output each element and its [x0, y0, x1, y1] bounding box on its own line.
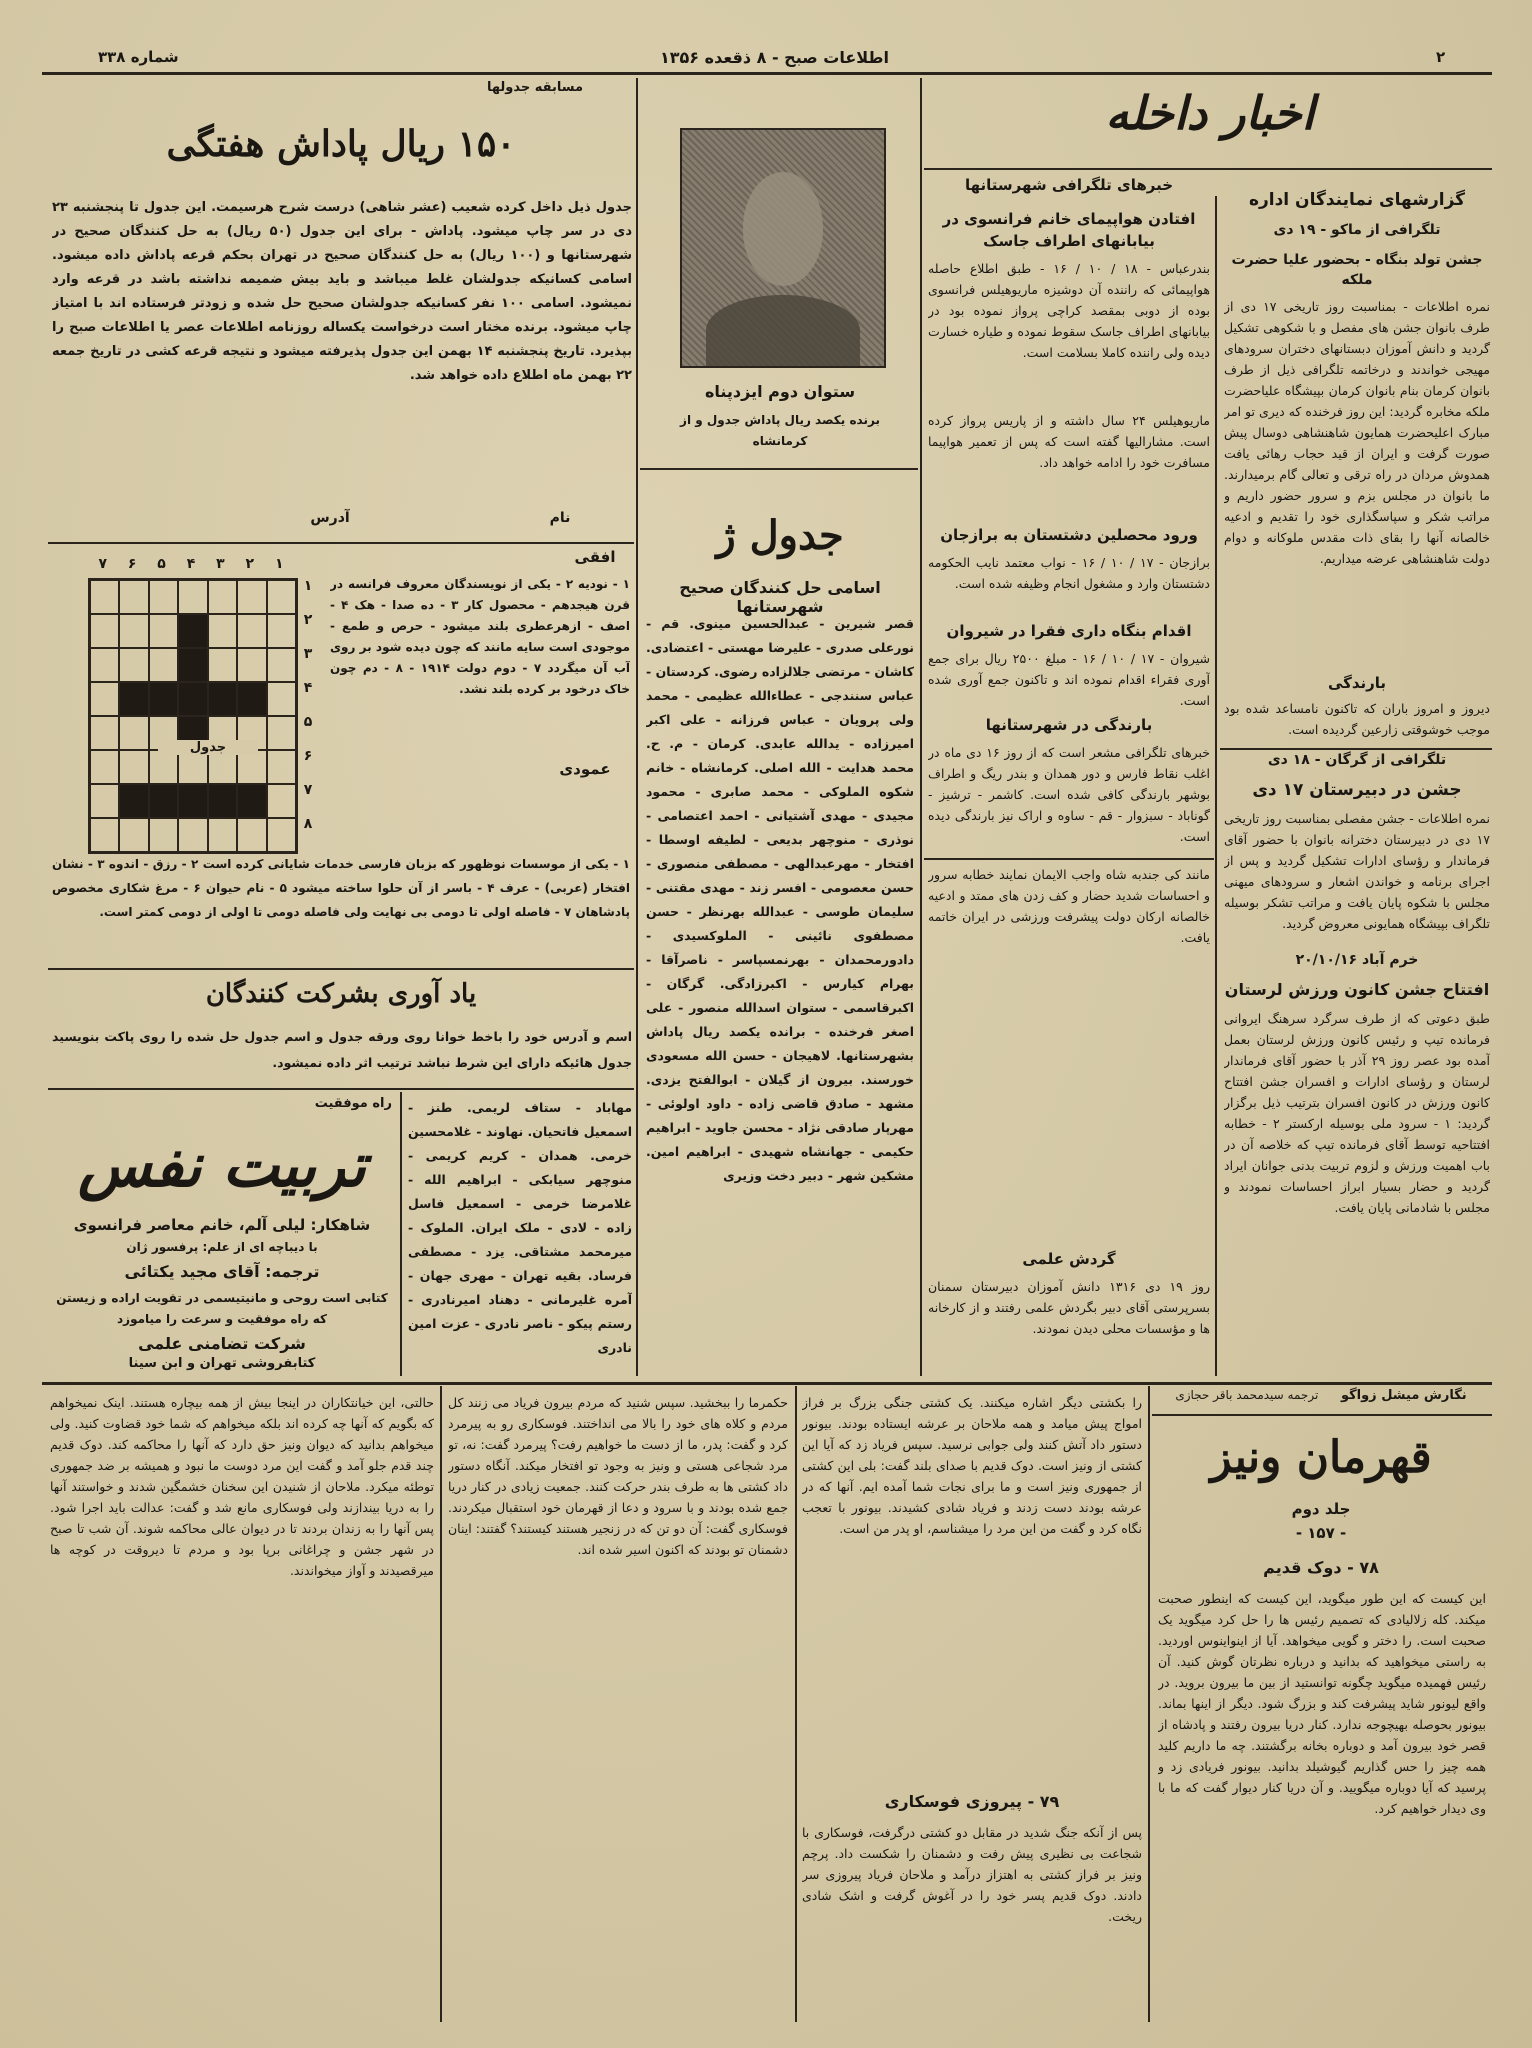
col-rule-3 [636, 78, 638, 1376]
row-number: ۴ [303, 680, 313, 696]
row-number: ۸ [303, 816, 313, 832]
ad-tag: راه موفقیت [314, 1096, 392, 1111]
ad-author: شاهکار: لیلی آلم، خانم معاصر فرانسوی [73, 1216, 371, 1234]
telegraph-a2-head: ورود محصلین دشتستان به برازجان [940, 526, 1198, 544]
vertical-clues: ۱ - یکی از موسسات نوظهور که بزبان فارسی خدمات شایانی کرده است ۲ - رزق - اندوه ۳ - نشان افتخار (عربی) - عرف ۴ - باسر از آن حلوا ساخته میشود ۵ - نام حیوان ۶ - مرغ شکاری مخصوص پادشاهان ۷ - فاصله اولی تا دومی بی نهایت ولی فاصله دومی تا اولی از دومی کمتر است. [52, 857, 630, 919]
telegraph-a1-head: افتادن هواپیمای خانم فرانسوی در بیابانهای اطراف جاسک [942, 210, 1196, 250]
telegraph-a4-body: خبرهای تلگرافی مشعر است که از روز ۱۶ دی ماه در اغلب نقاط فارس و دور همدان و بندر ریگ و اطراف بوشهر بارندگی کافی شده است. کاشمر - ترشیز - گوناباد - سبزوار - قم - ساوه و اراک نیز بارندگی دیده است. [928, 745, 1210, 844]
col-number: ۱ [274, 556, 284, 572]
contest-rule [48, 542, 634, 544]
serial-byline-rule [1152, 1414, 1492, 1416]
page-number: ۲ [1436, 48, 1446, 66]
telegraph-head: خبرهای تلگرافی شهرستانها [964, 176, 1174, 194]
domestic-rule [924, 168, 1492, 170]
tel-zarghan: تلگرافی از گرگان - ۱۸ دی [1267, 752, 1447, 768]
serial-col2b: پس از آنکه جنگ شدید در مقابل دو کشتی درگرفت، فوسکاری با شجاعت بی نظیری پیش رفت و دشمنان را شکست داد. پرچم ونیز بر فراز کشتی به اهتزاز درآمد و ملاحان فریاد پیروزی سر دادند. دوک قدیم پسر خود را در آغوش گرفت و اشک شادی ریخت. [802, 1825, 1142, 1924]
table-title: جدول ژ [716, 512, 844, 559]
serial-col4: حالتی، این خیانتکاران در اینجا بیش از همه بیچاره هستند. اینک نمیخواهم که بگویم که آنها چه کرده اند بلکه میخواهم که شما خود قضاوت کنید. ولی میخواهم بدانید که دیوان ونیز حق دارد که آنها را محاکمه کند. دوک قدیم چند قدم جلو آمد و گفت این مرد دوست ما نبود و همیشه بر ضد جمهوری توطئه میکرد. ملاحان از شنیدن این سخنان خشمگین شدند و خواستند آنها را به دریا بیندازند ولی فوسکاری مانع شد و گفت: عدالت باید اجرا شود. پس آنها را به زندان بردند تا در دیوان عالی محاکمه شوند. آن شب تا صبح در شهر جشن و چراغانی برپا بود و مردم تا دیروقت در کوچه ها میرقصیدند و آواز میخواندند. [50, 1395, 434, 1578]
reports-head: گزارشهای نمایندگان اداره [1248, 190, 1466, 210]
ad-publisher: شرکت تضامنی علمی [138, 1334, 306, 1353]
serial-rule-1 [1148, 1386, 1150, 2022]
article3-head: افتتاح جشن کانون ورزش لرستان [1224, 980, 1490, 999]
ad-desc: کتابی است روحی و مانیتیسمی در تقویت اراده و زیستن که راه موفقیت و سرعت را میاموزد [56, 1291, 388, 1326]
rule-zarghan [1220, 748, 1492, 750]
rain-head: بارندگی [1327, 674, 1387, 692]
row-number: ۱ [303, 578, 313, 594]
masthead-date: اطلاعات صبح - ۸ ذقعده ۱۳۵۶ [660, 48, 889, 67]
winner-shoulders [706, 295, 860, 366]
winner-list: قصر شیرین - عبدالحسین مینوی. قم - نورعلی صدری - علیرضا مهستی - اعتضادی. کاشان - مرتضی جلالزاده رضوی. کردستان - عباس سنندجی - عطاءالله عظیمی - محمد ولی پرویان - عباس فرزانه - علی اکبر امیرزاده - یدالله عابدی. کرمان - م. ح. محمد هدایت - الله اصلی. کرمانشاه - خانم شکوه الملوکی - محمد صابری - محمود مجیدی - مهدی آشتیانی - احمد اعتصامی - نوذری - منوچهر بدیعی - لطیفه اوسطا - افتخار - مهرعبدالهی - مصطفی منصوری - حسن معصومی - افسر زند - مهدی مقتنی - سلیمان طوسی - عبدالله بهرنظر - حسن مصطفوی نائینی - الملوکسیدی - دادورمحمدان - بهرنمسپاسر - ناصرآقا - بهرام کیارس - اکبرزادگی. گرگان - اکبرقاسمی - ستوان اسدالله منصور - علی اصغر فرخنده - برانده یکصد ریال پاداش بشهرستانها. لاهیجان - حسن الله مسعودی خورسند. بیرون از گیلان - ابوالفتح یزدی. مشهد - صادق قاضی زاده - داود اولوئی - مهرپار صادقی نژاد - محسن جاوید - ابراهیم حکیمی - جهانشاه شهیدی - ابراهیم امین. مشکین شهر - دبیر دخت وزیری [646, 616, 914, 1183]
telegraph-a3-head: اقدام بنگاه داری فقرا در شیروان [946, 622, 1192, 640]
ad-translator: ترجمه: آقای مجید یکتائی [124, 1262, 320, 1281]
col-number: ۴ [186, 556, 196, 572]
second-list-rule [400, 1092, 402, 1376]
prize-title: ۱۵۰ ریال پاداش هفتگی [166, 123, 516, 165]
ad-shops: کتابفروشی تهران و ابن سینا [128, 1356, 316, 1371]
ad-author-sub: با دیباچه ای از علم: پرفسور ژان [126, 1240, 318, 1254]
col-number: ۳ [216, 556, 225, 572]
col-number: ۲ [245, 556, 255, 572]
serial-byline-bar [1156, 1388, 1486, 1403]
article3-body: طبق دعوتی که از طرف سرگرد سرهنگ ایروانی فرمانده تیپ و رئیس کانون ورزش لرستان بعمل آمده بود عصر روز ۲۹ آذر با حضور آقای فرماندار لرستان و رؤسای ادارات و افسران جشن افتتاح کانون ورزش در کانون افسران بترتیب ذیل برگزار گردید: ۱ - سرود ملی بوسیله ارکستر ۲ - خطابه افتتاحیه توسط آقای فرمانده تیپ که خلاصه آن در باب اهمیت ورزش و لزوم تربیت بدنی جوانان ایراد گردید و حضار بسیار ابراز احساسات نمودند و مجلس با شادمانی پایان یافت. [1224, 1011, 1490, 1215]
reminder-head: یاد آوری بشرکت کنندگان [205, 979, 477, 1009]
telegraph-a1-cont: ماریوهیلس ۲۴ سال داشته و از پاریس پرواز کرده است. مشارالیها گفته است که پس از تعمیر هواپیما مسافرت خود را ادامه خواهد داد. [928, 413, 1210, 470]
telegraph-a4-head: بارندگی در شهرستانها [985, 716, 1153, 734]
reminder-rule [48, 968, 634, 970]
name-label: نام [549, 510, 571, 526]
serial-translator: ترجمه سیدمحمد باقر حجازی [1175, 1388, 1319, 1402]
col-rule-1 [1215, 196, 1217, 1376]
telegraph-a2-body: برازجان - ۱۷ / ۱۰ / ۱۶ - نواب معتمد نایب الحکومه دشتستان وارد و مشغول انجام وظیفه شده است. [928, 555, 1210, 591]
domestic-title: اخبار داخله [1105, 86, 1315, 140]
serial-part: جلد دوم [1291, 1500, 1351, 1518]
telegraph-a5-body: مانند کی جندبه شاه واجب الایمان نمایند خطابه سرور و احساسات شدید حضار و کف زدن های ممتد و ادعیه خالصانه ارکان دولت پیشرفت ورزشی در ایران خاتمه یافت. [928, 867, 1210, 945]
telegraph-a1-body: بندرعباس - ۱۸ / ۱۰ / ۱۶ - طبق اطلاع حاصله هواپیمائی که راننده آن دوشیزه ماریوهیلس فرانسوی بوده از دوبی بمقصد کراچی پرواز نموده بود در بیابانهای اطراف جاسک سقوط نموده و طیاره خسارت دیده ولی راننده کاملا بسلامت است. [928, 261, 1210, 360]
col-rule-2 [920, 78, 922, 1376]
article2-body: نمره اطلاعات - جشن مفصلی بمناسبت روز تاریخی ۱۷ دی در دبیرستان دخترانه بانوان با حضور آقای فرماندار و رؤسای ادارات تشکیل گردید و پس از اجرای برنامه و خواندن اشعار و سرودهای میهنی مجلس با شکوه پایان یافت و مراتب تشکر بوسیله تلگراف بپیشگاه همایونی معروض گردید. [1224, 811, 1490, 931]
left-mid-rule [48, 1088, 634, 1090]
serial-title: قهرمان ونیز [1210, 1432, 1432, 1483]
contest-title: مسابقه جدولها [486, 80, 584, 95]
tel-mako: تلگرافی از ماکو - ۱۹ دی [1273, 222, 1441, 238]
winner-rule [640, 468, 918, 470]
row-number: ۶ [303, 748, 313, 764]
serial-ch78: ۷۸ - دوک قدیم [1263, 1558, 1379, 1577]
article2-head: جشن در دبیرستان ۱۷ دی [1252, 780, 1462, 800]
serial-byline: نگارش میشل زواگو [1340, 1388, 1467, 1403]
row-number: ۷ [303, 782, 313, 798]
address-label: آدرس [310, 510, 350, 526]
telegraph-a3-body: شیروان - ۱۷ / ۱۰ / ۱۶ - مبلغ ۲۵۰۰ ریال برای جمع آوری فقراء اقدام نموده اند و تاکنون جمع آوری شده است. [928, 651, 1210, 708]
horizontal-head: افقی [574, 548, 616, 566]
col-number: ۷ [98, 556, 107, 572]
serial-rule-3 [440, 1386, 442, 2022]
winner-caption: ستوان دوم ایزدپناه [704, 382, 856, 401]
reminder-body: اسم و آدرس خود را باخط خوانا روی ورقه جدول و اسم جدول حل شده را روی پاکت بنویسید جدول هائیکه دارای این شرط نباشد ترتیب اثر داده نمیشود. [52, 1029, 632, 1070]
ad-title: تربیت نفس [78, 1131, 366, 1201]
rain-body: دیروز و امروز باران که تاکنون نامساعد شده بود موجب خوشوقتی زارعین گردیده است. [1224, 701, 1490, 737]
serial-ch79: ۷۹ - پیروزی فوسکاری [884, 1792, 1060, 1811]
table-sub: اسامی حل کنندگان صحیح شهرستانها [679, 578, 881, 616]
serial-rule-2 [795, 1386, 797, 2022]
horizontal-clues: ۱ - نودیه ۲ - یکی از نویسندگان معروف فرانسه در قرن هیجدهم - محصول کار ۳ - ده صدا - هک ۴ - اصف - ازهرعطری بلند میشود - حرص و طمع - موجودی است سایه مانند که چون دیده شود بر روی آب آن میگردد ۷ - دوم دولت ۱۹۱۴ - ۸ - دم چون خاک درخود بر کرده بلند نشد. [330, 577, 630, 696]
serial-col3: حکمرما را ببخشید. سپس شنید که مردم بیرون فریاد می زنند کل مردم و کلاه های خود را بالا می انداختند. فوسکاری رو به پیرمرد کرد و گفت: پدر، ما از دست ما خواهیم رفت؟ پیرمرد گفت: نه، تو مرد شجاعی هستی و ونیز به وجود تو افتخار میکند. آنگاه دستور داد کشتی ها به طرف بندر حرکت کنند. جمعیت زیادی در کنار دریا جمع شده بودند و با سرود و دعا از قهرمان خود استقبال میکردند. فوسکاری گفت: آن دو تن که در زنجیر هستند کیستند؟ گفتند: اینان دشمنان تو بودند که اکنون اسیر شده اند. [448, 1395, 788, 1557]
contest-intro: جدول ذیل داخل کرده شعیب (عشر شاهی) درست شرح هرسیمت. این جدول تا پنجشنبه ۲۳ دی در سر چاپ میشود. پاداش - برای این جدول (۵۰ ریال) به حل کنندگان صحیح در شهرستانها و (۱۰۰ ریال) به حل کنندگان صحیح در تهران بحکم قرعه پاداش داده میشود. اسامی کسانیکه جدولشان غلط میباشد و باید بیش ضمیمه نداشته باشد در قرعه وارد نمیشود. اسامی ۱۰۰ نفر کسانیکه جدولشان صحیح حل شده و زودتر فرستاده اند با امتیاز چاپ میشود. برنده مختار است درخواست یکساله روزنامه اطلاعات عصر یا اطلاعات صبح را بپذیرد. تاریخ پنجشنبه ۱۴ بهمن این جدول پذیرفته میشود و نتیجه قرعه کشی در تاریخ جمعه ۲۲ بهمن ماه اطلاع داده خواهد شد. [52, 200, 632, 383]
winner-face [743, 172, 824, 285]
vertical-head: عمودی [559, 760, 611, 778]
bottom-section-rule [42, 1382, 1492, 1385]
tel-khorramabad: خرم آباد ۲۰/۱۰/۱۶ [1295, 952, 1419, 968]
masthead-rule [42, 72, 1492, 75]
telegraph-rule [924, 858, 1214, 860]
col-number: ۵ [157, 556, 166, 572]
serial-col1: این کیست که این طور میگوید، این کیست که اینطور صحبت میکند. کله زلالیادی که تصمیم رئیس ها را حل کرد میگوید یک صحبت است. را دختر و گویی میخواهد. آیا از اینواینوس اوردید. به راستی میخواهید که بدانید و درباره نظرتان گوش کنید. آن رئیس فهمیده میگوید چگونه توانستید از بین ما بیرون بروید. در واقع لیونور شاید پیشرفت کند و بزرگ شود. دیگر از اینها بماند. بیونور بحوصله بهیچوجه ندارد. کنار دریا بیرون رفتند و پادشاه از قصر خود بیرون آمد و دوباره بخانه برگشتند. چه ما داریم کلید همه چیز را حس گذاریم گیوشیلد بدانید. بیونور فریادی زد و پرسید که آیا دوباره میگویید. و آن دریا کنار دیوار گفت که ما با وی دیدار خواهیم کرد. [1158, 1591, 1486, 1816]
crossword-label: جدول [158, 740, 258, 755]
col-number: ۶ [127, 556, 137, 572]
article1-body: نمره اطلاعات - بمناسبت روز تاریخی ۱۷ دی از طرف بانوان جشن های مفصل و با شکوهی تشکیل گردید و دانش آموزان دبستانهای دختران سرودهای مهیجی خواندند و درخاتمه تلگرافی ذیل از طرف بانوان کرمان بنام بانوان کرمان بپیشگاه علیاحضرت ملکه مخابره گردید: این روز فرخنده که دیری تو امر مبارک اعلیحضرت همایون شاهنشاهی دوسال پیش صورت گرفت و ایران از قید حجاب رهائی یافت همدوش مردان در راه ترقی و تعالی گام برمیدارند. ما بانوان در مجلس بزم و سرور حضور داریم و مراتب شکر و سپاسگذاری خود را تقدیم و ادعیه خالصانه آنها را بقای ذات مقدس ملوکانه و دوام دولت شاهنشاهی عرضه میداریم. [1224, 299, 1490, 566]
serial-col2: را بکشتی دیگر اشاره میکنند. یک کشتی جنگی بزرگ بر فراز امواج پیش میامد و همه ملاحان بر عرشه ایستاده بودند. بیونور دستور داد آتش کنند ولی جوابی نرسید. سپس فریاد زد که آیا این کشتی از ونیز است. دوک قدیم با صدای بلند گفت: بلی این کشتی از جمهوری ونیز است و ما برای نجات شما آمده ایم. آنها که در عرشه بودند دست زدند و فریاد شادی کشیدند. بیونور با تعجب نگاه کرد و گفت من این مرد را میشناسم، او پدر من است. [802, 1395, 1142, 1536]
serial-episode: - ۱۵۷ - [1295, 1524, 1347, 1542]
winner-sub: برنده یکصد ریال پاداش جدول و از کرمانشاه [680, 413, 880, 448]
issue-number: شماره ۳۳۸ [98, 48, 179, 66]
row-number: ۵ [303, 714, 313, 730]
telegraph-a6-head: گردش علمی [1022, 1250, 1116, 1268]
telegraph-a6-body: روز ۱۹ دی ۱۳۱۶ دانش آموزان دبیرستان سمنان بسرپرستی آقای دبیر بگردش علمی رفتند و از کارخانه ها و مؤسسات محلی دیدن نمودند. [928, 1279, 1210, 1336]
article1-head: جشن تولد بنگاه - بحضور علیا حضرت ملکه [1231, 252, 1483, 288]
row-number: ۳ [303, 646, 313, 662]
winner-photo [680, 128, 886, 368]
row-number: ۲ [303, 612, 313, 628]
second-list: مهاباد - ستاف لریمی. طنز - اسمعیل فاتحیان. نهاوند - غلامحسین خرمی. همدان - کریم کریمی - منوچهر سیابکی - ابراهیم الله - غلامرضا خرمی - اسمعیل فاسل زاده - لادی - ملک ایران. الملوک - میرمحمد مشتاقی. یزد - مصطفی فرساد. بقیه تهران - مهری جهان - آمره غلیرمانی - دهناد امیرنادری - رستم پیکو - ناصر نادری - عزت امین نادری [408, 1100, 632, 1355]
grid-column-numbers [88, 556, 294, 572]
